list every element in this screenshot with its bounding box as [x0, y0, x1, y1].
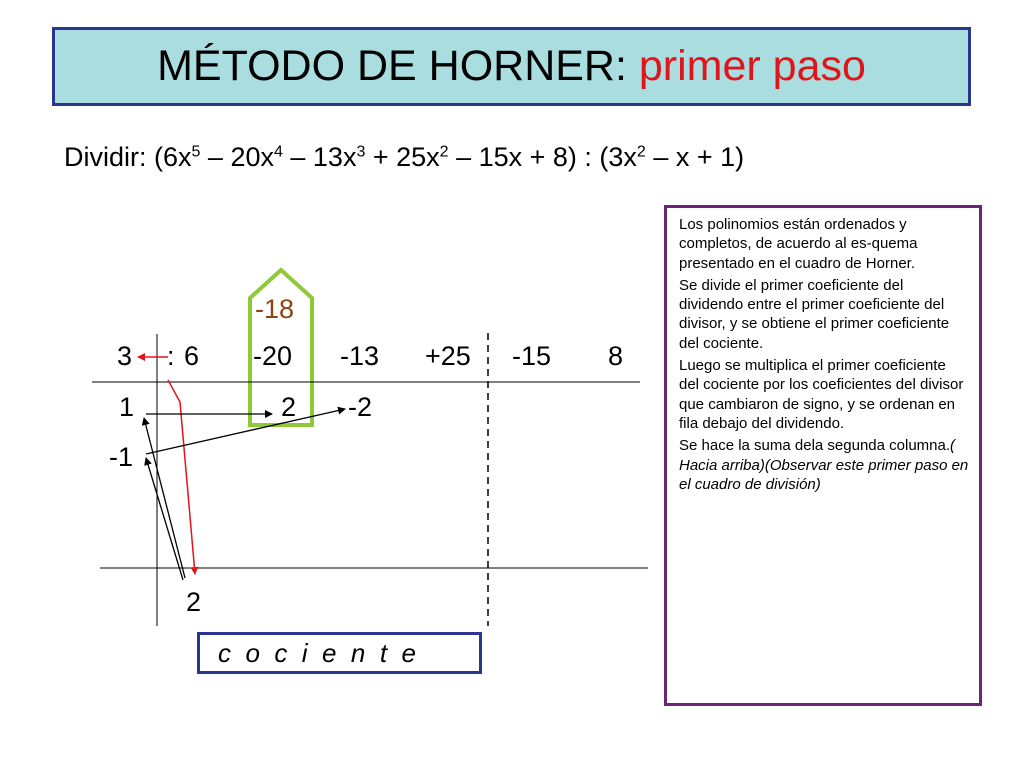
product-coef: 2 — [281, 392, 297, 422]
statement-part: – x + 1) — [645, 142, 745, 172]
exponent: 2 — [636, 143, 646, 161]
dividend-coef: 8 — [608, 341, 624, 371]
exponent: 4 — [273, 143, 283, 161]
quotient-label: c o c i e n t e — [218, 638, 416, 668]
title-highlight: primer paso — [638, 42, 866, 90]
divisor-coef: 1 — [119, 392, 135, 422]
exponent: 3 — [356, 143, 366, 161]
dividend-coef: -15 — [512, 341, 552, 371]
arrow-to-minus2 — [146, 409, 345, 454]
arrow-from-quotient-to-minus1 — [146, 458, 183, 580]
dividend-coef: -13 — [340, 341, 380, 371]
exponent: 5 — [191, 143, 201, 161]
note-paragraph: Se divide el primer coeficiente del dividendo entre el primer coeficiente del divisor, y se obtiene el primer coeficiente del cociente. — [679, 276, 950, 352]
quotient-coef: 2 — [186, 587, 202, 617]
divide-symbol: : — [167, 341, 175, 371]
product-coef: -2 — [348, 392, 373, 422]
exponent: 2 — [439, 143, 449, 161]
explanation-box — [664, 205, 982, 706]
note-paragraph: Los polinomios están ordenados y completos, de acuerdo al es-quema presentado en el cuadro de Horner. — [679, 216, 918, 272]
note-text: Se hace la suma dela segunda columna. — [679, 437, 951, 455]
quotient-label-box — [197, 632, 482, 674]
dividend-coef: -20 — [253, 341, 293, 371]
statement-part: – 20x — [200, 142, 274, 172]
statement-part: – 15x + 8) : (3x — [448, 142, 637, 172]
statement-part: Dividir: (6x — [64, 142, 192, 172]
dividend-coef: +25 — [425, 341, 471, 371]
dividend-coef: 6 — [184, 341, 200, 371]
statement-part: – 13x — [282, 142, 357, 172]
title-main: MÉTODO DE HORNER: — [157, 42, 627, 90]
divisor-coef: -1 — [109, 442, 134, 472]
statement-part: + 25x — [365, 142, 440, 172]
note-paragraph — [679, 436, 969, 494]
note-italic-text: ( Hacia arriba)(Observar este primer paso en el cuadro de división) — [679, 437, 969, 493]
note-paragraph: Luego se multiplica el primer coeficiente del cociente por los coeficientes del divisor que cambiaron de signo, y se ordenan en fila debajo del dividendo. — [679, 357, 964, 432]
arrow-from-quotient-to-1 — [144, 418, 185, 578]
sum-result: -18 — [255, 294, 295, 324]
divisor-first: 3 — [117, 341, 133, 371]
